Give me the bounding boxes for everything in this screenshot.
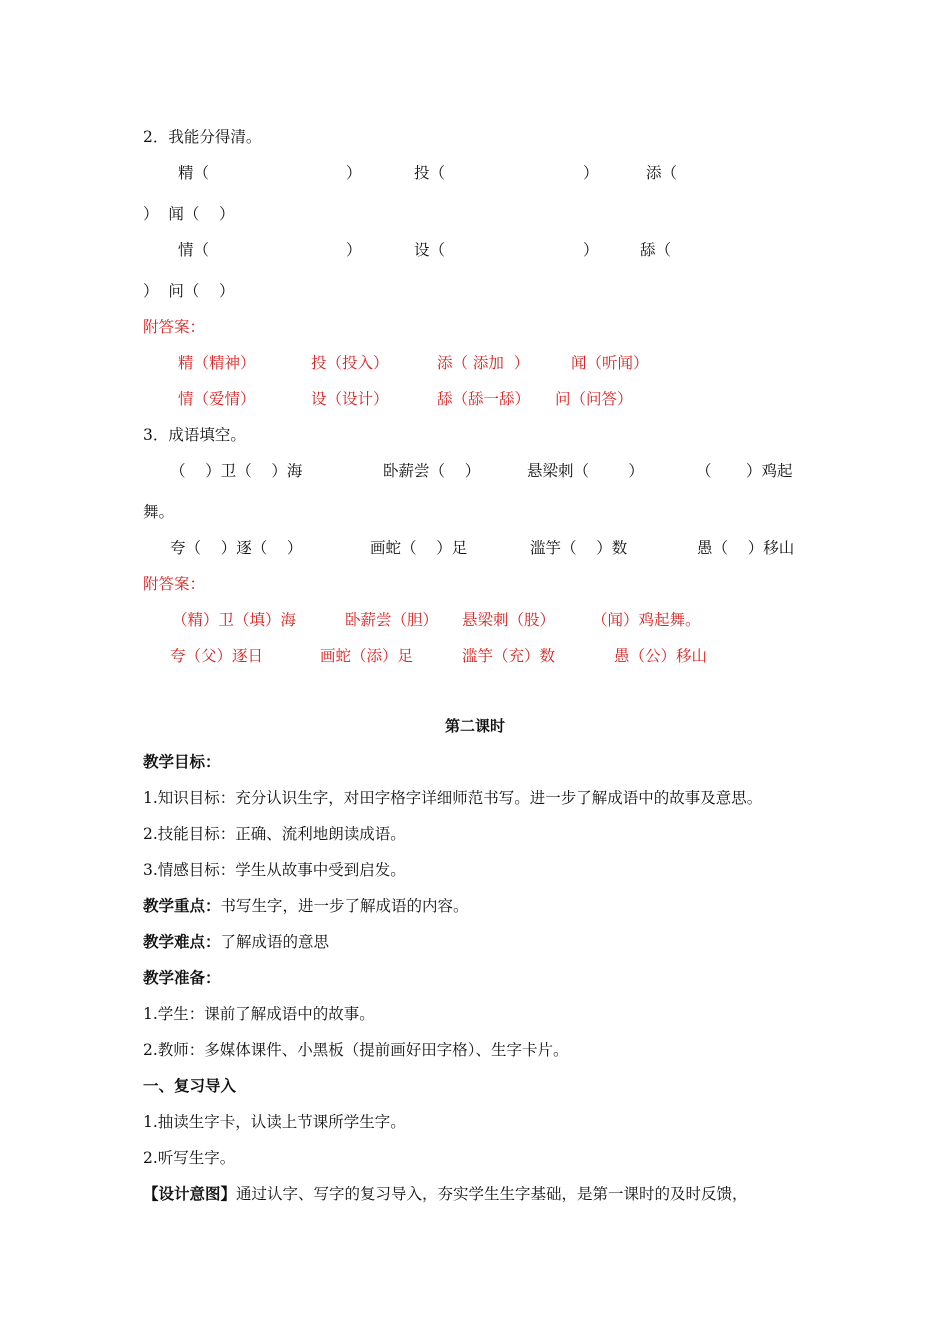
design-intent [143,1184,748,1204]
answer-item: 添（ 添加 ） [437,354,530,372]
review-heading: 一、复习导入 [143,1077,237,1095]
idiom-blank: 滥竽（ ）数 [530,539,628,557]
answer-item: 投（投入） [311,354,389,372]
blank-qing: 情（ [178,241,210,259]
idiom-blank: 愚（ ）移山 [697,539,795,557]
idiom-blank: （ ）卫（ ）海 [170,462,303,480]
blank-row2-wrap: ） 问（ ） [143,282,235,300]
answer-item: 画蛇（添）足 [320,647,414,665]
goal-item: 2.技能目标：正确、流利地朗读成语。 [143,825,406,843]
blank-tian2: 舔（ [640,241,672,259]
key-label: 教学重点： [143,897,221,915]
design-text: 通过认字、写字的复习导入，夯实学生生字基础，是第一课时的及时反馈， [236,1185,748,1203]
answer-item: 悬梁刺（股） [462,611,556,629]
answer-item: （闻）鸡起舞。 [592,611,701,629]
answer-item: 滥竽（充）数 [462,647,556,665]
goal-item: 1.知识目标：充分认识生字，对田字格字详细师范书写。进一步了解成语中的故事及意思。 [143,789,763,807]
answer-item: 问（问答） [555,390,633,408]
idiom-blank: 卧薪尝（ ） [383,462,481,480]
answer-label: 附答案： [143,318,206,336]
answer-item: 夸（父）逐日 [170,647,264,665]
key-text: 书写生字，进一步了解成语的内容。 [220,897,469,915]
answer-item: 闻（听闻） [571,354,649,372]
idiom-blank: 悬梁刺（ ） [527,462,644,480]
answer-item: （精）卫（填）海 [172,611,297,629]
answer-label: 附答案： [143,575,206,593]
review-item: 1.抽读生字卡，认读上节课所学生字。 [143,1113,406,1131]
review-item: 2.听写生字。 [143,1149,236,1167]
blank-tou: 投（ [414,164,446,182]
answer-item: 精（精神） [178,354,256,372]
prep-label: 教学准备： [143,969,221,987]
blank-she: 设（ [414,241,446,259]
design-label: 【设计意图】 [143,1185,237,1203]
prep-item: 2.教师：多媒体课件、小黑板（提前画好田字格）、生字卡片。 [143,1041,569,1059]
blank-jing-close: ） [346,164,362,182]
blank-she-close: ） [583,241,599,259]
answer-item: 设（设计） [311,390,389,408]
difficulty-label: 教学难点： [143,933,221,951]
lesson-title: 第二课时 [444,717,505,735]
blank-qing-close: ） [346,241,362,259]
blank-tian: 添（ [646,164,678,182]
answer-item: 愚（公）移山 [614,647,708,665]
answer-item: 舔（舔一舔） [437,390,531,408]
section2-heading: 2．我能分得清。 [143,128,262,146]
blank-row1-wrap: ） 闻（ ） [143,205,235,223]
difficulty-text: 了解成语的意思 [220,933,330,951]
idiom-blank: （ ）鸡起 [696,462,793,480]
goals-label: 教学目标： [143,753,221,771]
section3-heading: 3．成语填空。 [143,426,246,444]
difficulty-point [143,932,329,952]
idiom-blank: 画蛇（ ）足 [370,539,468,557]
blank-tou-close: ） [583,164,599,182]
idiom-wrap: 舞。 [143,503,175,521]
blank-jing: 精（ [178,164,210,182]
prep-item: 1.学生：课前了解成语中的故事。 [143,1005,375,1023]
key-point [143,896,469,916]
answer-item: 卧薪尝（胆） [345,611,439,629]
answer-item: 情（爱情） [178,390,256,408]
goal-item: 3.情感目标：学生从故事中受到启发。 [143,861,406,879]
idiom-blank: 夸（ ）逐（ ） [170,539,303,557]
